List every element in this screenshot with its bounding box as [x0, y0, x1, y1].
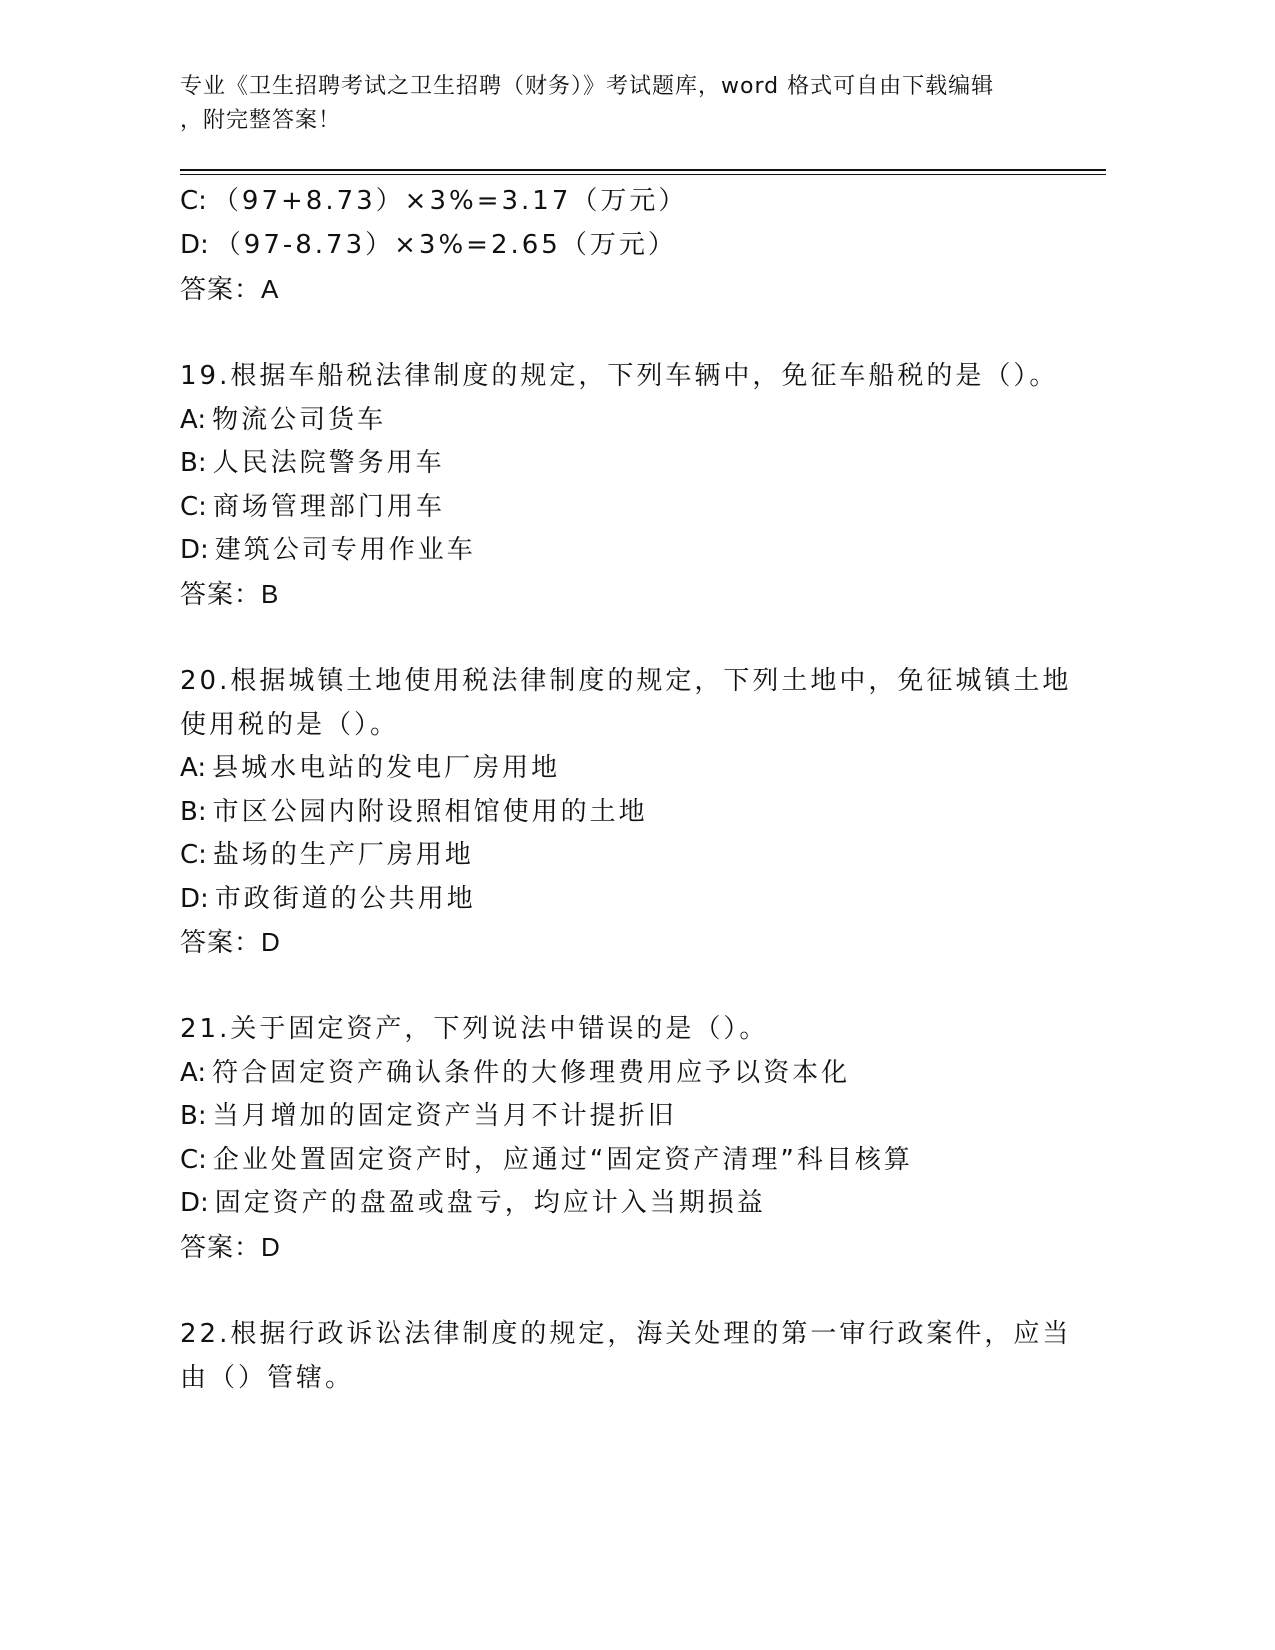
option-text: 盐场的生产厂房用地 — [212, 840, 474, 870]
option-text: 符合固定资产确认条件的大修理费用应予以资本化 — [212, 1058, 851, 1088]
q21-answer: 答案：D — [180, 1232, 281, 1262]
q20-option-a — [180, 751, 560, 785]
option-key: B: — [180, 797, 207, 827]
q20-option-c — [180, 838, 474, 872]
q21-option-c — [180, 1143, 913, 1177]
option-text: 企业处置固定资产时，应通过“固定资产清理”科目核算 — [212, 1145, 913, 1175]
q21-option-d — [180, 1186, 766, 1220]
option-key: D: — [180, 230, 209, 260]
option-text: 物流公司货车 — [212, 405, 387, 435]
q22-stem-line-2: 由（）管辖。 — [180, 1363, 355, 1393]
q19-option-d — [180, 533, 476, 567]
option-text: 市政街道的公共用地 — [214, 884, 476, 914]
q21-option-b — [180, 1099, 677, 1133]
prev-option-c — [180, 184, 687, 218]
option-text: （97-8.73）×3%=2.65（万元） — [214, 230, 677, 260]
header-divider-thick — [180, 169, 1106, 171]
option-key: C: — [180, 492, 207, 522]
option-key: D: — [180, 884, 209, 914]
q20-stem-line-1: 20.根据城镇土地使用税法律制度的规定，下列土地中，免征城镇土地 — [180, 666, 1072, 696]
q19-stem: 19.根据车船税法律制度的规定，下列车辆中，免征车船税的是（）。 — [180, 361, 1059, 391]
option-text: 当月增加的固定资产当月不计提折旧 — [212, 1101, 677, 1131]
option-key: C: — [180, 840, 207, 870]
option-key: C: — [180, 1145, 207, 1175]
option-key: A: — [180, 1058, 207, 1088]
q19-option-c — [180, 490, 445, 524]
header-line-1: 专业《卫生招聘考试之卫生招聘（财务）》考试题库，word 格式可自由下载编辑 — [180, 74, 995, 99]
q19-option-b — [180, 446, 445, 480]
option-text: 县城水电站的发电厂房用地 — [212, 753, 561, 783]
option-text: 人民法院警务用车 — [212, 448, 445, 478]
q19-answer: 答案：B — [180, 579, 280, 609]
q21-option-a — [180, 1056, 850, 1090]
q21-stem: 21.关于固定资产，下列说法中错误的是（）。 — [180, 1014, 769, 1044]
option-key: C: — [180, 186, 207, 216]
option-text: 商场管理部门用车 — [212, 492, 445, 522]
header-divider-thin — [180, 174, 1106, 175]
q20-option-b — [180, 795, 648, 829]
option-text: 市区公园内附设照相馆使用的土地 — [212, 797, 648, 827]
q20-answer: 答案：D — [180, 927, 281, 957]
document-header — [180, 70, 1080, 138]
prev-option-d — [180, 228, 677, 262]
option-key: A: — [180, 753, 207, 783]
q19-option-a — [180, 403, 386, 437]
header-line-2: ，附完整答案！ — [180, 108, 342, 133]
option-text: 建筑公司专用作业车 — [214, 535, 476, 565]
option-key: B: — [180, 1101, 207, 1131]
option-key: D: — [180, 535, 209, 565]
q22-stem-line-1: 22.根据行政诉讼法律制度的规定，海关处理的第一审行政案件，应当 — [180, 1319, 1072, 1349]
q20-option-d — [180, 882, 476, 916]
prev-answer: 答案：A — [180, 274, 280, 304]
option-key: B: — [180, 448, 207, 478]
option-key: A: — [180, 405, 207, 435]
q20-stem-line-2: 使用税的是（）。 — [180, 710, 400, 740]
option-text: 固定资产的盘盈或盘亏，均应计入当期损益 — [214, 1188, 766, 1218]
option-text: （97+8.73）×3%=3.17（万元） — [212, 186, 688, 216]
option-key: D: — [180, 1188, 209, 1218]
